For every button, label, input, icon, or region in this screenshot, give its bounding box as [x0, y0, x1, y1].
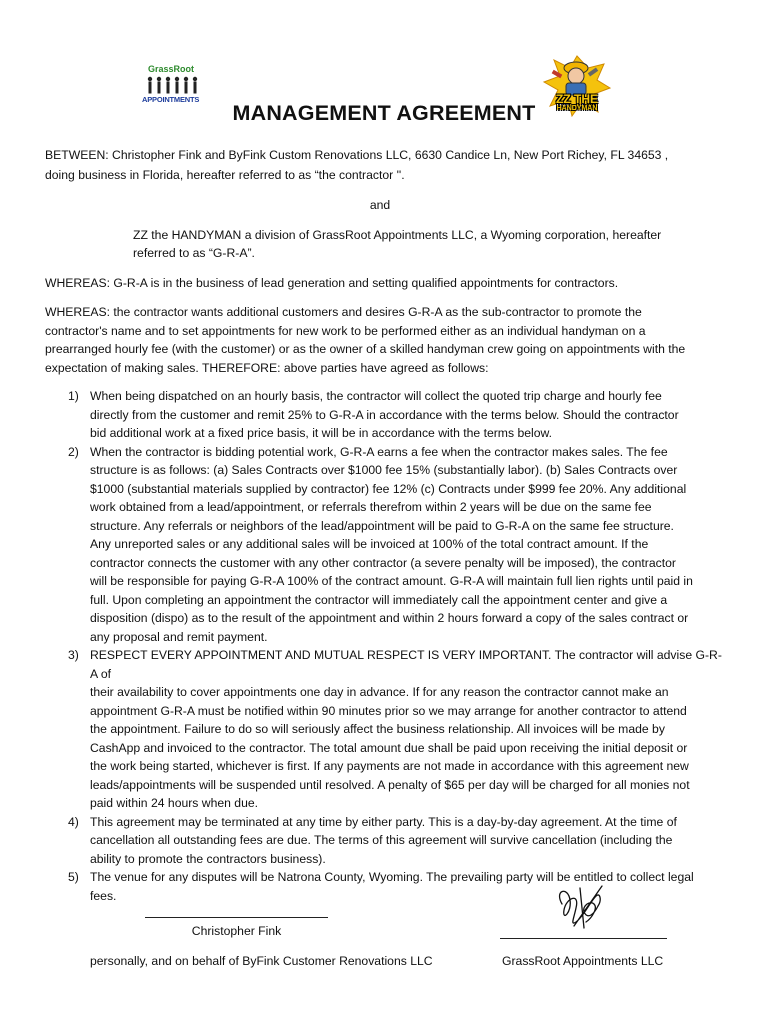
whereas-2-line: contractor's name and to set appointments for new work to be performed either as an individual handyman on a [45, 323, 646, 338]
logo-left-name: GrassRoot [148, 64, 195, 74]
whereas-2-line: expectation of making sales. THEREFORE: above parties have agreed as follows: [45, 360, 489, 375]
whereas-2-line: prearranged hourly fee (with the customer) or as the owner of a skilled handyman crew going on appointments with the [45, 342, 686, 356]
between-line-1: BETWEEN: Christopher Fink and ByFink Custom Renovations LLC, 6630 Candice Ln, New Port Richey, FL 34653 , [45, 148, 669, 162]
whereas-2 [45, 303, 735, 377]
term-line: any proposal and remit payment. [90, 629, 268, 644]
document-title: MANAGEMENT AGREEMENT [232, 101, 536, 125]
term-line: directly from the customer and remit 25% to G-R-A in accordance with the terms below. Should the contractor [90, 407, 679, 422]
party2-line-2: referred to as “G-R-A”. [133, 246, 255, 260]
term-number: 2) [68, 444, 79, 459]
term-line: Any unreported sales or any additional sales will be invoiced at 100% of the total contract amount. If the [90, 537, 649, 551]
whereas-2-line: WHEREAS: the contractor wants additional customers and desires G-R-A as the sub-contractor to promote the [45, 305, 642, 319]
term-line: When the contractor is bidding potential work, G-R-A earns a fee when the contractor makes sales. The fee [90, 444, 668, 459]
term-line: structure. Any referrals or neighbors of the lead/appointment will be paid to G-R-A on the same fee structure. [90, 518, 674, 533]
term-item-1 [45, 387, 725, 443]
term-line: cancellation all outstanding fees are due. The terms of this agreement will survive cancellation (including the [90, 833, 673, 847]
right-signature-line [500, 938, 667, 939]
term-line: structure is as follows: (a) Sales Contracts over $1000 fee 15% (substantially labor). (b) Sales Contracts over [90, 463, 678, 477]
and-separator: and [369, 198, 391, 212]
term-number: 5) [68, 870, 79, 884]
term-line: the appointment. Failure to do so will seriously affect the business relationship. All invoices will be made by [90, 722, 665, 736]
whereas-1: WHEREAS: G-R-A is in the business of lead generation and setting qualified appointments for contractors. [45, 276, 619, 290]
term-line: fees. [90, 888, 117, 903]
term-line: When being dispatched on an hourly basis, the contractor will collect the quoted trip charge and hourly fee [90, 389, 662, 403]
right-signer-name: GrassRoot Appointments LLC [502, 954, 664, 968]
people-icon [145, 75, 201, 95]
left-signer-behalf: personally, and on behalf of ByFink Customer Renovations LLC [90, 954, 433, 968]
term-line: will be responsible for paying G-R-A 100% of the contract amount. G-R-A will maintain full lien rights until paid in [90, 574, 693, 588]
term-line: CashApp and invoiced to the contractor. The total amount due shall be paid upon receiving the initial deposit or [90, 740, 688, 755]
left-signature-line [145, 917, 328, 918]
logo-left-sub: APPOINTMENTS [142, 95, 200, 104]
term-line: their availability to cover appointments one day in advance. If for any reason the contractor cannot make an [90, 685, 669, 699]
term-line: disposition (dispo) as to the result of the appointment and within 2 hours forward a copy of the sales contract or [90, 611, 689, 625]
term-number: 1) [68, 389, 79, 403]
term-item-4 [45, 813, 725, 869]
between-line-2: doing business in Florida, hereafter referred to as “the contractor ''. [45, 168, 405, 182]
left-signer-name: Christopher Fink [191, 924, 282, 938]
term-line: leads/appointments will be suspended until resolved. A penalty of $65 per day will be charged for all monies not [90, 777, 690, 792]
logo-right-sub: HANDYMAN [556, 105, 598, 112]
term-line: This agreement may be terminated at any time by either party. This is a day-by-day agreement. At the time of [90, 814, 677, 829]
term-line: full. Upon completing an appointment the contractor will immediately call the appointment center and give a [90, 592, 668, 607]
term-item-2 [45, 443, 725, 647]
term-line: contractor connects the customer with any other contractor (a severe penalty will be imposed), the contractor [90, 555, 676, 570]
term-line: paid within 24 hours when due. [90, 796, 259, 810]
term-line: $1000 (substantial materials supplied by contractor) fee 12% (c) Contracts under $999 fee 20%. Any additional [90, 481, 687, 496]
logo-right-name: ZZ THE [556, 92, 598, 106]
term-item-3 [45, 646, 725, 813]
term-number: 3) [68, 648, 79, 662]
term-line: the work being started, whichever is first. If any payments are not made in accordance with this agreement new [90, 759, 689, 773]
term-line: bid additional work at a fixed price basis, it will be in accordance with the terms below. [90, 426, 552, 440]
handwritten-signature [540, 882, 620, 932]
terms-list [45, 387, 725, 905]
party2-line-1: ZZ the HANDYMAN a division of GrassRoot Appointments LLC, a Wyoming corporation, hereafter [133, 228, 662, 242]
term-line: work obtained from a lead/appointment, or referrals therefrom within 2 years will be due on the same fee [90, 500, 652, 514]
term-line: RESPECT EVERY APPOINTMENT AND MUTUAL RESPECT IS VERY IMPORTANT. The contractor will advise G-R-A of [90, 648, 722, 681]
term-line: The venue for any disputes will be Natrona County, Wyoming. The prevailing party will be entitled to collect legal [90, 870, 694, 884]
term-item-5 [45, 868, 725, 905]
term-line: appointment G-R-A must be notified within 90 minutes prior so we may arrange for another contractor to attend [90, 703, 687, 718]
term-line: ability to promote the contractors business). [90, 851, 326, 866]
term-number: 4) [68, 814, 79, 829]
